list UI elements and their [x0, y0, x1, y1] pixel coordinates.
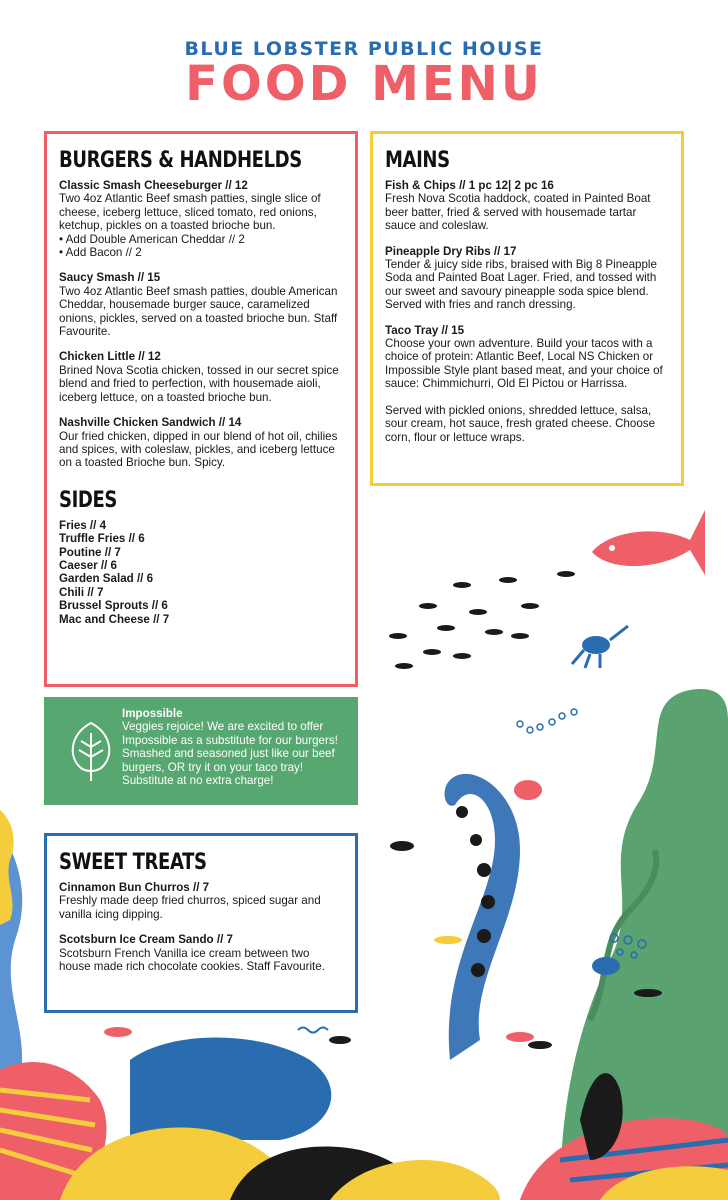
menu-item: [59, 271, 343, 338]
burgers-section: [44, 131, 358, 687]
menu-item: [385, 324, 669, 444]
menu-item: [385, 179, 669, 233]
side-item: Brussel Sprouts // 6: [59, 599, 168, 613]
menu-item: [59, 350, 343, 404]
item-addon: • Add Bacon // 2: [59, 246, 142, 260]
side-item: Garden Salad // 6: [59, 572, 154, 586]
side-item: Poutine // 7: [59, 545, 121, 559]
item-name: Classic Smash Cheeseburger: [59, 179, 223, 192]
side-item: Truffle Fries // 6: [59, 532, 145, 546]
item-addon: • Add Double American Cheddar // 2: [59, 232, 245, 246]
side-item: Caeser // 6: [59, 558, 118, 572]
mains-section: [370, 131, 684, 486]
item-description: Our fried chicken, dipped in our blend of hot oil, chilies and spices, with coleslaw, pickles, and iceberg lettuce on a toasted Brioche bun. Spicy.: [59, 429, 338, 470]
item-description-extra: Served with pickled onions, shredded lettuce, salsa, sour cream, hot sauce, fresh grated cheese. Choose corn, flour or lettuce wraps.: [385, 403, 656, 444]
impossible-callout: [44, 697, 358, 805]
burgers-heading: BURGERS & HANDHELDS: [59, 148, 302, 173]
item-description: Fresh Nova Scotia haddock, coated in Painted Boat beer batter, fried & served with housemade tartar sauce and coleslaw.: [385, 192, 651, 233]
mains-heading: MAINS: [385, 148, 450, 173]
side-item: Mac and Cheese // 7: [59, 612, 170, 626]
item-description: Tender & juicy side ribs, braised with Big 8 Pineapple Soda and Painted Boat Lager. Fried, and tossed with our sweet and savoury pineapple soda spice blend. Served with fries and ranch dressing.: [385, 258, 657, 312]
menu-item: [385, 245, 669, 312]
item-description: Freshly made deep fried churros, spiced sugar and vanilla icing dipping.: [59, 894, 321, 921]
item-description: Two 4oz Atlantic Beef smash patties, single slice of cheese, iceberg lettuce, sliced tomato, red onions, ketchup, pickles on a toasted brioche bun.: [59, 192, 321, 233]
sides-heading: SIDES: [59, 487, 117, 513]
side-item: Chili // 7: [59, 585, 104, 599]
item-price: // 15: [438, 323, 465, 337]
item-name: Chicken Little: [59, 350, 136, 364]
item-price: // 14: [215, 416, 242, 430]
leaf-icon: [62, 719, 120, 785]
treats-section: [44, 833, 358, 1013]
sides-list: [59, 519, 343, 626]
item-price: // 12: [135, 350, 161, 364]
menu-item: [59, 881, 343, 921]
item-name: Cinnamon Bun Churros: [59, 881, 190, 894]
item-name: Pineapple Dry Ribs: [385, 244, 491, 258]
impossible-text-block: [122, 707, 348, 787]
item-description: Two 4oz Atlantic Beef smash patties, double American Cheddar, housemade burger sauce, caramelized onions, pickles, served on a toasted brioche bun. Staff Favourite.: [59, 284, 338, 339]
pink-crab: [514, 780, 542, 800]
side-item: Fries // 4: [59, 518, 107, 532]
item-name: Scotsburn Ice Cream Sando: [59, 933, 214, 947]
item-price: // 7: [213, 933, 233, 947]
item-price: // 15: [134, 271, 161, 285]
pink-fish: [592, 510, 705, 575]
impossible-description: Veggies rejoice! We are excited to offer Impossible as a substitute for our burgers! Smashed and seasoned just like our beef burgers, OR try it on your taco tray! Substitute at no extra charge!: [122, 720, 338, 788]
item-name: Taco Tray: [385, 323, 439, 337]
item-description: Scotsburn French Vanilla ice cream between two house made rich chocolate cookies. Staff Favourite.: [59, 946, 325, 974]
menu-item: [59, 933, 343, 973]
menu-item: [59, 179, 343, 259]
item-name: Nashville Chicken Sandwich: [59, 416, 216, 430]
treats-heading: SWEET TREATS: [59, 850, 207, 875]
restaurant-name: BLUE LOBSTER PUBLIC HOUSE: [184, 38, 544, 60]
impossible-title: Impossible: [122, 707, 183, 720]
item-price: // 17: [490, 244, 517, 258]
page-title: FOOD MENU: [185, 56, 543, 112]
item-name: Saucy Smash: [59, 271, 135, 285]
item-name: Fish & Chips: [385, 179, 456, 192]
item-price: // 1 pc 12| 2 pc 16: [455, 179, 554, 192]
item-price: // 12: [222, 179, 248, 192]
item-price: // 7: [189, 881, 210, 894]
item-description: Choose your own adventure. Build your tacos with a choice of protein: Atlantic Beef, Local NS Chicken or Impossible Style plant based meat, and your choice of sauce: Chimmichurri, Old El Pictou or Harrissa.: [385, 337, 663, 391]
menu-item: [59, 416, 343, 470]
tentacle: [445, 774, 520, 1060]
item-description: Brined Nova Scotia chicken, tossed in our secret spice blend and fried to perfection, with housemade aioli, iceberg lettuce, on a toasted brioche bun.: [59, 363, 339, 404]
